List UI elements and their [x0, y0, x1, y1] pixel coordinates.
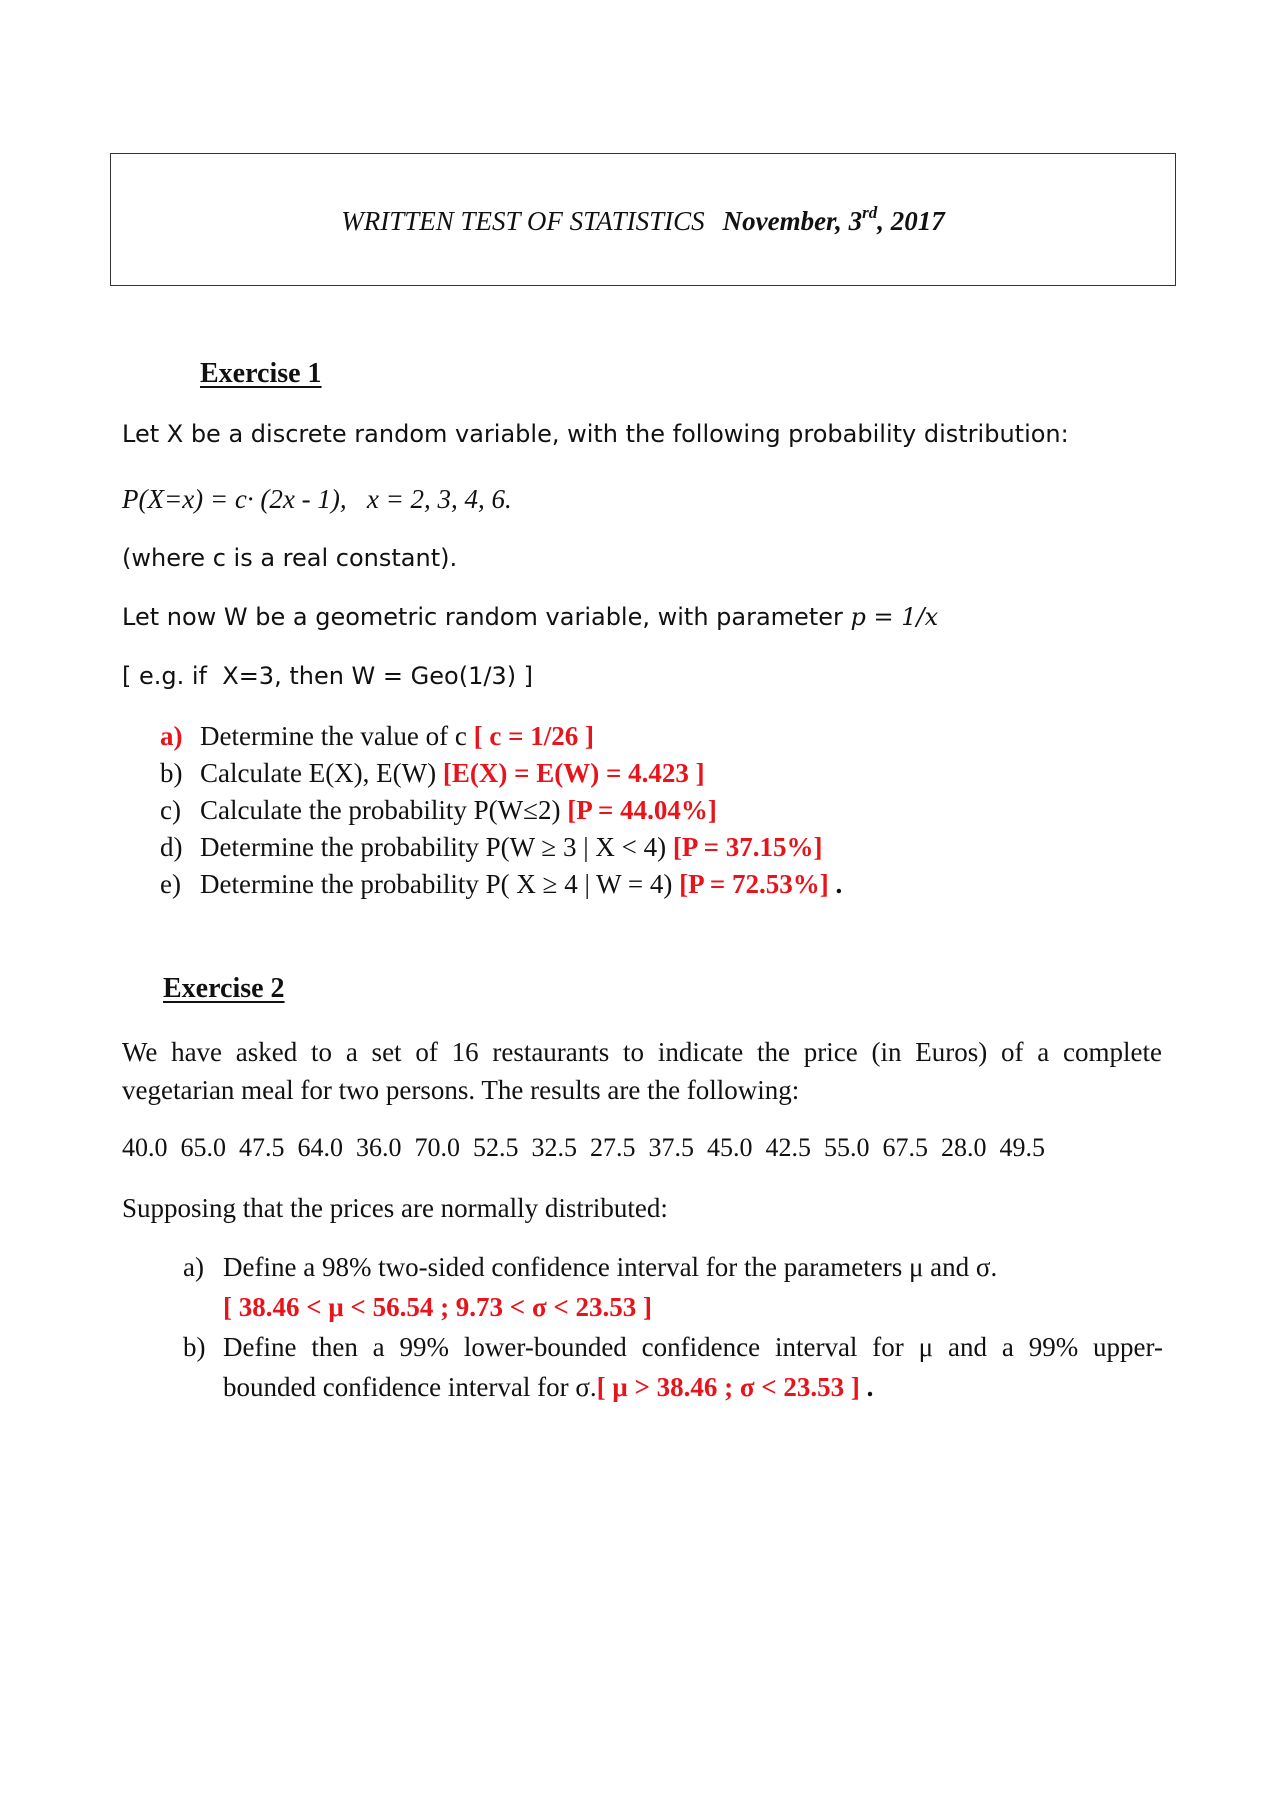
item-text: Calculate E(X), E(W) [200, 758, 443, 788]
constant-note: (where c is a real constant). [122, 544, 458, 572]
item-label: a) [160, 721, 183, 751]
exercise-2-heading: Exercise 2 [163, 973, 285, 1004]
item-answer: [P = 37.15%] [672, 832, 823, 862]
item-b-line-2-wrapper [223, 1372, 873, 1403]
item-answer: [P = 44.04%] [567, 795, 717, 825]
test-date: November, 3rd, 2017 [722, 203, 945, 236]
item-label: b) [183, 1332, 206, 1362]
geometric-intro: Let now W be a geometric random variable, with parameter p = 1/x [122, 603, 939, 631]
header-box [110, 153, 1176, 286]
item-label: b) [160, 758, 183, 788]
item-b-line-1: Define then a 99% lower-bounded confidence interval for μ and a 99% upper- [223, 1332, 1163, 1362]
normality-assumption: Supposing that the prices are normally distributed: [122, 1193, 668, 1223]
item-label: e) [160, 869, 181, 899]
item-text: Calculate the probability P(W≤2) [200, 795, 568, 825]
item-b-tail: . [859, 1372, 874, 1402]
exercise-1-intro: Let X be a discrete random variable, with the following probability distribution: [122, 420, 1069, 448]
item-text: Determine the probability P( X ≥ 4 | W = 4) [200, 869, 680, 899]
item-answer: [ c = 1/26 ] [473, 721, 594, 751]
test-title [111, 203, 1175, 237]
price-data: 40.0 65.0 47.5 64.0 36.0 70.0 52.5 32.5 27.5 37.5 45.0 42.5 55.0 67.5 28.0 49.5 [122, 1133, 1045, 1162]
exercise-1-heading: Exercise 1 [200, 358, 322, 389]
exercise-2-intro-line-2: vegetarian meal for two persons. The results are the following: [122, 1075, 800, 1105]
item-tail: . [828, 869, 843, 899]
list-item [183, 1252, 997, 1283]
item-a-answer: [ 38.46 < μ < 56.54 ; 9.73 < σ < 23.53 ] [223, 1292, 653, 1322]
item-text: Define a 98% two-sided confidence interval for the parameters μ and σ. [223, 1252, 998, 1282]
item-b-line-2: bounded confidence interval for σ. [223, 1372, 597, 1402]
distribution-formula: P(X=x) = c· (2x - 1), x = 2, 3, 4, 6. [122, 484, 512, 514]
list-item [160, 869, 842, 900]
item-label: a) [183, 1252, 204, 1282]
item-answer: [P = 72.53%] [679, 869, 829, 899]
item-text: Determine the probability P(W ≥ 3 | X < 4) [200, 832, 673, 862]
geometric-example: [ e.g. if X=3, then W = Geo(1/3) ] [122, 662, 534, 690]
list-item [160, 832, 822, 863]
item-text: Determine the value of c [200, 721, 474, 751]
item-answer: [E(X) = E(W) = 4.423 ] [442, 758, 705, 788]
item-b-answer: [ μ > 38.46 ; σ < 23.53 ] [596, 1372, 860, 1402]
exercise-2-intro-line-1: We have asked to a set of 16 restaurants to indicate the price (in Euros) of a complete [122, 1037, 1162, 1067]
title-text: WRITTEN TEST OF STATISTICS [341, 206, 705, 236]
list-item [160, 721, 594, 752]
item-label: c) [160, 795, 181, 825]
list-item [160, 758, 705, 789]
item-label: d) [160, 832, 183, 862]
geometric-parameter: p = 1/x [850, 603, 939, 631]
list-item [160, 795, 717, 826]
